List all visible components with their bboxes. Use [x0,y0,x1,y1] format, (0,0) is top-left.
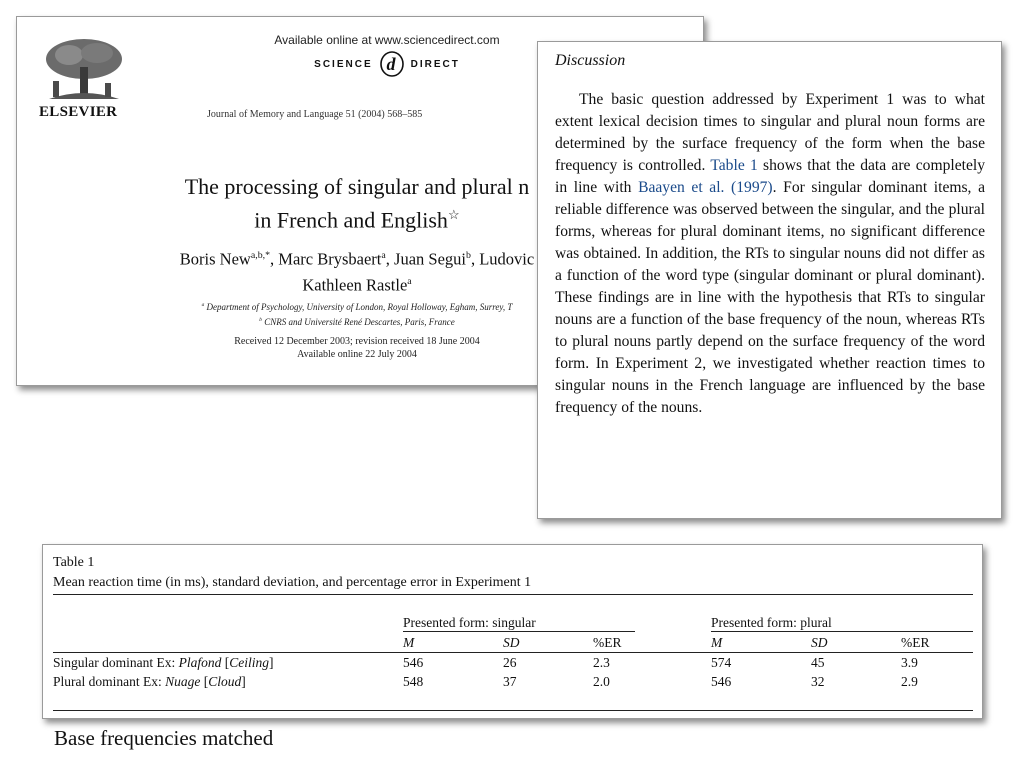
sciencedirect-logo [177,51,597,77]
col-header-er: %ER [901,633,973,653]
title-star: ☆ [447,207,460,222]
table-label: Table 1 [53,555,95,570]
publisher-name: ELSEVIER [39,104,118,120]
baayen-citation-link[interactable]: Baayen et al. (1997) [638,179,773,196]
results-table [53,594,973,711]
col-header-m: M [711,633,811,653]
cell: 32 [811,673,825,689]
author-name: Kathleen Rastle [302,275,408,294]
author-name: Ludovic [479,249,535,269]
cell: 45 [811,654,825,670]
author-sup: b [466,250,471,261]
cell: 546 [403,654,424,670]
affiliation-b: CNRS and Université René Descartes, Paris, France [264,317,455,327]
table-caption: Mean reaction time (in ms), standard deviation, and percentage error in Experiment 1 [53,575,532,590]
cell: 37 [503,673,517,689]
row-label: Plural dominant Ex: Nuage [Cloud] [53,673,246,689]
discussion-heading: Discussion [555,52,626,69]
col-header-sd: SD [503,633,593,653]
author-name: Boris New [179,249,251,269]
author-list: Boris New$^{a,b,*}$, Marc Brysbaert$^a$, Juan Segui$^b$, Ludovic Kathleen Rastle$^a$ [179,249,535,294]
available-online-text: Available online at www.sciencedirect.com [274,33,500,47]
group-header-singular: Presented form: singular [403,615,635,632]
affil-mark: b [259,317,262,323]
group-header-plural: Presented form: plural [711,615,973,632]
cell: 574 [711,654,732,670]
received-date: Received 12 December 2003; revision received 18 June 2004 [234,336,480,347]
cell: 546 [711,673,732,689]
science-word: SCIENCE [314,58,373,70]
cell: 2.0 [593,673,610,689]
title-line-1: The processing of singular and plural n [184,174,530,199]
cell: 26 [503,654,517,670]
footnote-caption: Base frequencies matched [54,726,274,750]
author-sup: a,b,* [250,250,271,261]
row-label: Singular dominant Ex: Plafond [Ceiling] [53,654,274,670]
journal-header [177,33,597,77]
direct-word: DIRECT [410,58,460,70]
col-header-m: M [403,633,503,653]
table-row [53,672,973,691]
table-card [42,544,983,719]
journal-citation: Journal of Memory and Language 51 (2004) 568–585 [207,109,423,120]
cell: 2.3 [593,654,610,670]
col-header-sd: SD [811,633,901,653]
affiliation-a: Department of Psychology, University of London, Royal Holloway, Egham, Surrey, T [206,302,513,312]
elsevier-logo [39,37,135,121]
discussion-text: The basic question addressed by Experiment 1 was to what extent lexical decision times to singular and plural noun forms are determined by the surface frequency of the form when the base frequency is controlled. [555,91,985,174]
discussion-text: shows that the data are completely in line with [555,157,986,196]
cell: 3.9 [901,654,918,670]
author-sup: a [407,275,412,287]
table-row [53,653,973,673]
online-date: Available online 22 July 2004 [297,349,417,360]
col-header-er: %ER [593,633,711,653]
svg-text:d: d [386,54,398,74]
elsevier-tree-icon [39,37,129,103]
cell: 548 [403,673,424,689]
table-1-link[interactable]: Table 1 [710,157,758,174]
discussion-paragraph [555,89,985,419]
cell: 2.9 [901,673,918,689]
affil-mark: a [201,302,205,308]
author-name: Juan Segui [394,249,466,269]
sciencedirect-d-icon [379,51,405,77]
title-line-2: in French and English [254,207,448,233]
discussion-text: . For singular dominant items, a reliable difference was observed between the singular, and the plural forms, whereas for plural dominant items, no significant difference was obtained. In addition, the RTs to singular nouns did not differ as a function of the word type (singular dominant or plural dominant). These findings are in line with the hypothesis that RTs to singular nouns are a function of the base frequency of the noun, whereas RTs to plural nouns partly depend on the surface frequency of the word form. In Experiment 2, we investigated whether reaction times to singular nouns in the French language are influenced by the base frequency of the nouns. [555,179,985,416]
author-name: Marc Brysbaert [278,249,382,269]
author-sup: a [381,250,386,261]
discussion-card [537,41,1002,519]
